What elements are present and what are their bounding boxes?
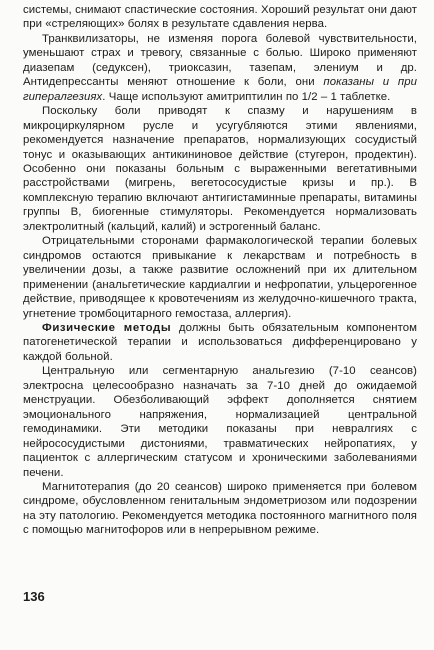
paragraph-microcirculation: Поскольку боли приводят к спазму и нарушениям в микроциркулярном русле и усугубляются этими явлениями, рекомендуется назначение препаратов, нормализующих сосудистый тонус и оказывающих антикининовое действие (стугерон, продектин). Особенно они показаны больным с выраженными вегетативными расстройствами (мигрень, вегетососудистые кризы и пр.). В комплексную терапию включают антигистаминные препараты, витамины группы В, биогенные стимуляторы. Рекомендуется нормализовать электролитный (кальций, калий) и эстрогенный баланс. (23, 105, 417, 233)
page-number: 136 (23, 589, 45, 604)
paragraph-tranquilizers-italic: показаны и при гипералгезиях (23, 76, 417, 103)
paragraph-magnetotherapy: Магнитотерапия (до 20 сеансов) широко применяется при болевом синдроме, обусловленном генитальным эндометриозом или подозрении на эту патологию. Рекомендуется методика постоянного магнитного поля с помощью магнитофоров или в непрерывном режиме. (23, 480, 417, 537)
paragraph-side-effects: Отрицательными сторонами фармакологической терапии болевых синдромов остаются привыкание к лекарствам и потребность в увеличении дозы, а также развитие осложнений при их длительном применении (анальгетические кардиалгии и нефропатии, ульцерогенное действие, приводящее к кровотечениям из желудочно-кишечного тракта, угнетение тромбоцитарного гемостаза, аллергия). (23, 235, 417, 320)
body-text (23, 3, 417, 538)
paragraph-tranquilizers-text-b: . Чаще используют амитриптилин по 1/2 – 1 таблетке. (102, 90, 391, 103)
paragraph-continuation: системы, снимают спастические состояния. Хороший результат они дают при «стреляющих» болях в результате сдавления нерва. (23, 4, 417, 31)
physical-methods-text: должны быть обязательным компонентом патогенетической терапии и использоваться дифференцировано у каждой больной. (23, 321, 417, 363)
paragraph-tranquilizers (23, 32, 417, 104)
paragraph-physical-methods (23, 321, 417, 364)
paragraph-electrosleep: Центральную или сегментарную анальгезию (7-10 сеансов) электросна целесообразно назначать за 7-10 дней до ожидаемой менструации. Обезболивающий эффект дополняется снятием эмоционального напряжения, нормализацией центральной гемодинамики. Эти методики показаны при невралгиях с нейрососудистыми дистониями, травматических нейропатиях, у пациенток с аллергическим статусом и хроническими заболеваниями печени. (23, 365, 417, 479)
paragraph-tranquilizers-text-a: Транквилизаторы, не изменяя порога болевой чувствительности, уменьшают страх и тревогу, связанные с болью. Широко применяют диазепам (седуксен), триоксазин, тазепам, элениум и др. Антидепрессанты меняют отношение к боли, они (23, 32, 417, 89)
physical-methods-heading: Физические методы (42, 321, 172, 334)
